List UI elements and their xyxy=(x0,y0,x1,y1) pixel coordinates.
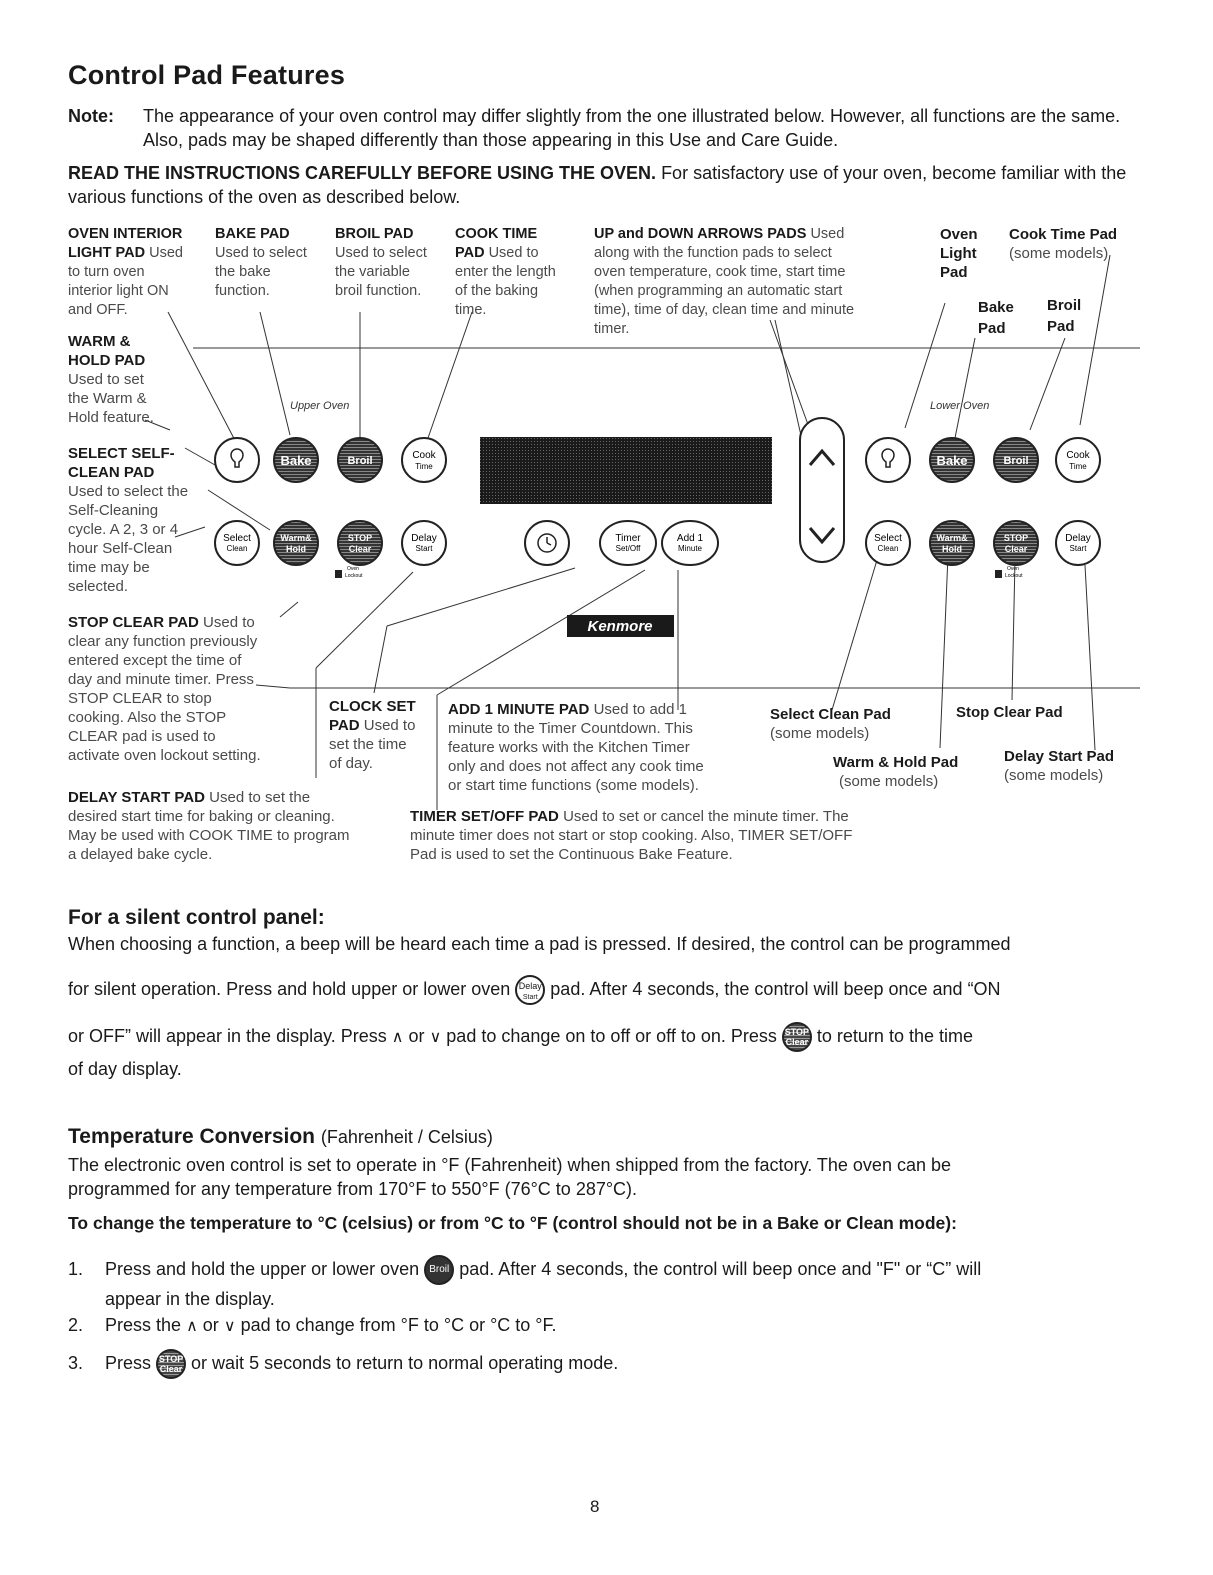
svg-text:Bake: Bake xyxy=(936,453,968,468)
warm-hold-pad-lower[interactable] xyxy=(930,521,974,565)
svg-text:Clear: Clear xyxy=(1004,544,1028,554)
delay-start-pad-lower[interactable] xyxy=(1056,521,1100,565)
stop-clear-pad-icon: STOP Clear xyxy=(782,1022,812,1052)
svg-text:Select: Select xyxy=(223,533,251,544)
display-screen xyxy=(480,437,772,504)
read-text: For satisfactory use of your oven, become familiar with the various functions of the oven as described below. xyxy=(68,163,1127,207)
svg-text:Timer: Timer xyxy=(615,533,641,544)
add-1-minute-pad[interactable] xyxy=(662,521,718,565)
self-clean-pad-upper[interactable] xyxy=(215,521,259,565)
silent-line-3: or OFF” will appear in the display. Press ∧ or ∨ pad to change on to off or off to on. Press STOP Clear to return to the time xyxy=(68,1022,973,1052)
silent-line-1: When choosing a function, a beep will be heard each time a pad is pressed. If desired, the control can be programmed xyxy=(68,934,1011,954)
light-pad-lower[interactable] xyxy=(866,438,910,482)
light-pad-upper[interactable] xyxy=(215,438,259,482)
svg-text:Hold: Hold xyxy=(942,544,962,554)
temp-step-1: 1. Press and hold the upper or lower oven Broil pad. After 4 seconds, the control will beep once and "F" or “C” will xyxy=(68,1255,981,1285)
oven-lockout-lower xyxy=(995,566,1023,579)
warm-hold-pad-upper[interactable] xyxy=(274,521,318,565)
temp-step-1-cont: appear in the display. xyxy=(105,1289,275,1309)
svg-text:Time: Time xyxy=(1069,462,1087,471)
svg-text:Broil: Broil xyxy=(1003,455,1029,467)
bake-pad-lower[interactable] xyxy=(930,438,974,482)
callout-warm-hold: WARM & HOLD PAD Used to set the Warm & Hold feature. xyxy=(68,333,154,426)
callout-self-clean: SELECT SELF- CLEAN PAD Used to select the Self-Cleaning cycle. A 2, 3 or 4 hour Self-Clean time may be selected. xyxy=(68,445,189,595)
self-clean-pad-lower[interactable] xyxy=(866,521,910,565)
callout-oven-light-right: Oven Light Pad xyxy=(940,226,978,281)
svg-text:Cook: Cook xyxy=(1066,450,1090,461)
stop-clear-pad-lower[interactable] xyxy=(994,521,1038,565)
temp-subhead: To change the temperature to °C (celsius) or from °C to °F (control should not be in a Bake or Clean mode): xyxy=(68,1213,957,1233)
callout-timer-set-off: TIMER SET/OFF PAD Used to set or cancel the minute timer. The minute timer does not start or stop cooking. Also, TIMER SET/OFF Pad is used to set the Continuous Bake Feature. xyxy=(410,808,853,863)
svg-text:Broil: Broil xyxy=(347,455,373,467)
temp-step-2: 2. Press the ∧ or ∨ pad to change from °F to °C or °C to °F. xyxy=(68,1315,557,1336)
lock-icon xyxy=(995,570,1002,578)
svg-text:Set/Off: Set/Off xyxy=(615,544,641,553)
svg-text:STOP: STOP xyxy=(1003,533,1029,543)
down-arrow-icon: ∨ xyxy=(429,1029,442,1046)
silent-heading: For a silent control panel: xyxy=(68,906,325,929)
svg-text:Oven: Oven xyxy=(347,566,359,572)
up-down-arrows-pad[interactable] xyxy=(800,418,844,562)
up-arrow-icon: ∧ xyxy=(391,1029,404,1046)
svg-text:Minute: Minute xyxy=(677,544,703,553)
callout-add-minute: ADD 1 MINUTE PAD Used to add 1 minute to the Timer Countdown. This feature works with the Kitchen Timer only and does not affect any cook time or start time functions (some models). xyxy=(448,701,704,794)
note-label: Note: xyxy=(68,106,114,126)
timer-set-off-pad[interactable] xyxy=(600,521,656,565)
svg-text:Clean: Clean xyxy=(877,544,899,553)
oven-lockout-upper xyxy=(335,566,363,579)
clock-set-pad[interactable] xyxy=(525,521,569,565)
temp-step-3: 3. Press STOP Clear or wait 5 seconds to return to normal operating mode. xyxy=(68,1349,618,1379)
temp-line-2: programmed for any temperature from 170°F to 550°F (76°C to 287°C). xyxy=(68,1179,638,1199)
lock-icon xyxy=(335,570,342,578)
svg-text:Select: Select xyxy=(874,533,902,544)
upper-oven-label: Upper Oven xyxy=(290,400,350,412)
temp-line-1: The electronic oven control is set to operate in °F (Fahrenheit) when shipped from the factory. The oven can be xyxy=(68,1155,952,1175)
callout-arrow-pads: UP and DOWN ARROWS PADS Used along with the function pads to select oven temperature, cook time, start time (when programming an automatic start time), time of day, clean time and minute timer. xyxy=(594,226,855,337)
svg-text:Add 1: Add 1 xyxy=(676,533,704,544)
callout-oven-light: OVEN INTERIOR LIGHT PAD Used to turn oven interior light ON and OFF. xyxy=(68,226,183,318)
broil-pad-icon: Broil xyxy=(424,1255,454,1285)
svg-text:Bake: Bake xyxy=(280,453,312,468)
svg-text:Warm&: Warm& xyxy=(280,533,312,543)
svg-text:Warm&: Warm& xyxy=(936,533,968,543)
page-number: 8 xyxy=(590,1497,600,1516)
svg-text:Time: Time xyxy=(415,462,433,471)
kenmore-logo-text: Kenmore xyxy=(587,618,653,635)
bake-pad-upper[interactable] xyxy=(274,438,318,482)
page-title: Control Pad Features xyxy=(68,60,346,90)
svg-text:Delay: Delay xyxy=(411,533,437,544)
callout-stop-clear: STOP CLEAR PAD Used to clear any function previously entered except the time of day and minute timer. Press STOP CLEAR to stop cooking. Also the STOP CLEAR pad is used to activate oven lockout setting. xyxy=(68,614,261,764)
svg-text:Oven: Oven xyxy=(1007,566,1019,572)
svg-text:Start: Start xyxy=(1069,544,1087,553)
callout-broil-right: Broil Pad xyxy=(1047,297,1082,335)
temp-heading: Temperature Conversion (Fahrenheit / Celsius) xyxy=(68,1125,493,1148)
svg-text:Start: Start xyxy=(415,544,433,553)
svg-text:Clear: Clear xyxy=(348,544,372,554)
stop-clear-pad-icon: STOP Clear xyxy=(156,1349,186,1379)
delay-start-pad-upper[interactable] xyxy=(402,521,446,565)
callout-cook-time-right: Cook Time Pad (some models) xyxy=(1009,226,1118,262)
callout-warm-hold-right: Warm & Hold Pad (some models) xyxy=(833,754,959,790)
callout-broil-pad: BROIL PAD Used to select the variable broil function. xyxy=(335,226,427,299)
down-arrow-icon: ∨ xyxy=(223,1318,236,1336)
svg-text:Lockout: Lockout xyxy=(1005,573,1023,579)
callout-stop-clear-right: Stop Clear Pad xyxy=(956,704,1063,721)
delay-start-pad-icon: Delay Start xyxy=(515,975,545,1005)
note-text: The appearance of your oven control may differ slightly from the one illustrated below. However, all functions are the same. Also, pads may be shaped differently than those appearing in this Use and Care Guide. xyxy=(143,106,1121,150)
callout-bake-pad: BAKE PAD Used to select the bake function. xyxy=(215,226,307,299)
svg-text:Hold: Hold xyxy=(286,544,306,554)
callout-cook-time-pad: COOK TIME PAD Used to enter the length of the baking time. xyxy=(455,226,556,318)
broil-pad-upper[interactable] xyxy=(338,438,382,482)
callout-delay-start: DELAY START PAD Used to set the desired start time for baking or cleaning. May be used with COOK TIME to program a delayed bake cycle. xyxy=(68,789,350,863)
silent-line-4: of day display. xyxy=(68,1059,182,1079)
cook-time-pad-upper[interactable] xyxy=(402,438,446,482)
stop-clear-pad-upper[interactable] xyxy=(338,521,382,565)
svg-text:Delay: Delay xyxy=(1065,533,1091,544)
read-bold: READ THE INSTRUCTIONS CAREFULLY BEFORE USING THE OVEN. xyxy=(68,163,657,183)
up-arrow-icon: ∧ xyxy=(186,1318,198,1336)
svg-text:Cook: Cook xyxy=(412,450,436,461)
cook-time-pad-lower[interactable] xyxy=(1056,438,1100,482)
lower-oven-label: Lower Oven xyxy=(930,400,990,412)
broil-pad-lower[interactable] xyxy=(994,438,1038,482)
svg-text:Clean: Clean xyxy=(226,544,248,553)
svg-text:STOP: STOP xyxy=(347,533,373,543)
callout-delay-start-right: Delay Start Pad (some models) xyxy=(1004,748,1115,784)
callout-bake-right: Bake Pad xyxy=(978,299,1014,337)
callout-select-clean-right: Select Clean Pad (some models) xyxy=(770,706,891,742)
callout-clock-set: CLOCK SET PAD Used to set the time of day. xyxy=(329,698,416,772)
svg-text:Lockout: Lockout xyxy=(345,573,363,579)
silent-line-2: for silent operation. Press and hold upper or lower oven Delay Start pad. After 4 seconds, the control will beep once and “ON xyxy=(68,975,1001,1005)
